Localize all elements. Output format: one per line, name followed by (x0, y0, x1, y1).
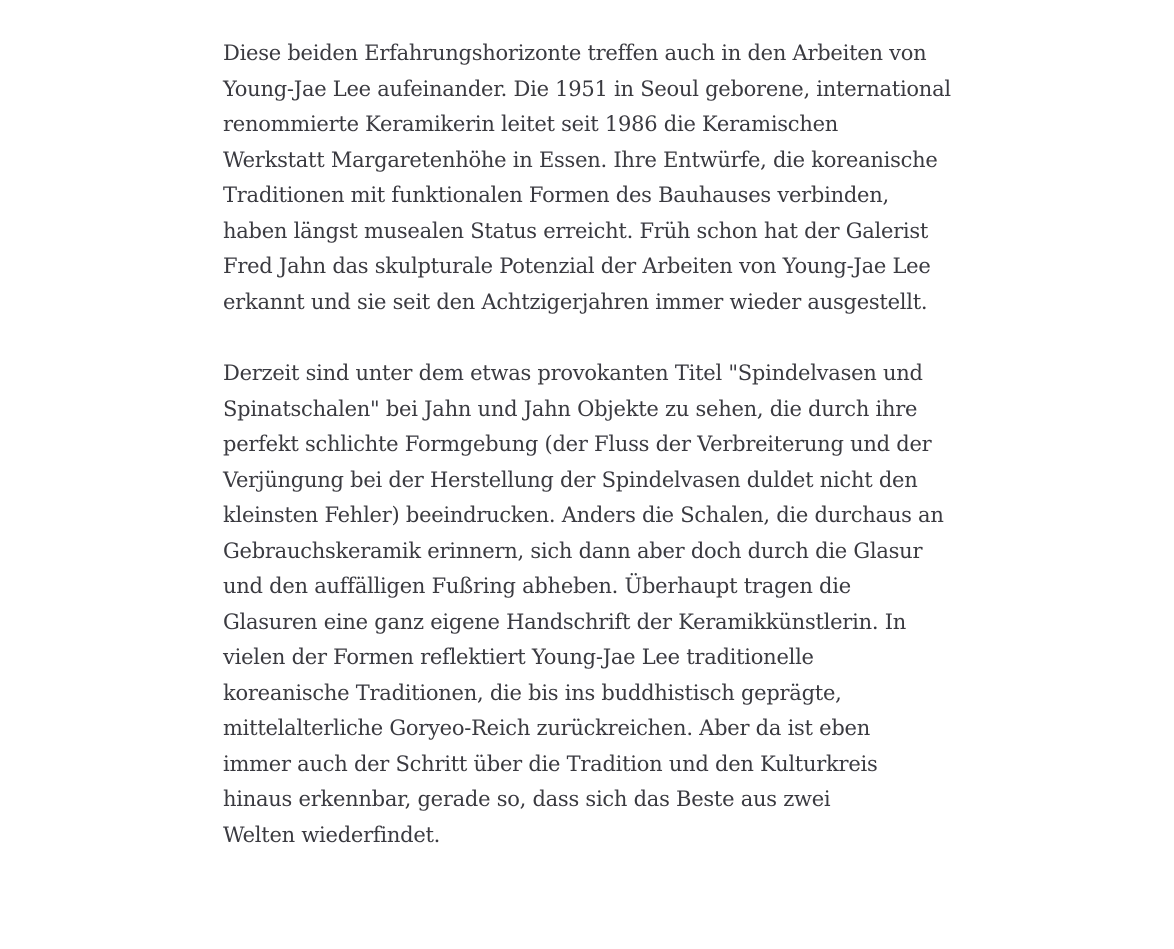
text-line: kleinsten Fehler) beeindrucken. Anders die Schalen, die durchaus an (223, 503, 944, 527)
text-line: perfekt schlichte Formgebung (der Fluss der Verbreiterung und der (223, 432, 932, 456)
text-line: Welten wiederfindet. (223, 822, 441, 847)
text-line: Verjüngung bei der Herstellung der Spindelvasen duldet nicht den (223, 467, 918, 492)
text-line: Werkstatt Margaretenhöhe in Essen. Ihre Entwürfe, die koreanische (223, 147, 938, 172)
article-paragraph-1 (223, 36, 953, 320)
text-line: und den auffälligen Fußring abheben. Überhaupt tragen die (223, 574, 851, 598)
article-paragraph-2 (223, 356, 953, 853)
text-line: haben längst musealen Status erreicht. Früh schon hat der Galerist (223, 218, 929, 243)
text-line: Spinatschalen" bei Jahn und Jahn Objekte zu sehen, die durch ihre (223, 396, 918, 421)
text-line: renommierte Keramikerin leitet seit 1986 die Keramischen (223, 112, 839, 136)
text-line: vielen der Formen reflektiert Young-Jae Lee traditionelle (223, 645, 814, 669)
text-line: Traditionen mit funktionalen Formen des Bauhauses verbinden, (223, 183, 889, 207)
text-line: Young-Jae Lee aufeinander. Die 1951 in Seoul geborene, international (223, 76, 951, 101)
text-line: koreanische Traditionen, die bis ins buddhistisch geprägte, (223, 680, 842, 705)
text-line: mittelalterliche Goryeo-Reich zurückreichen. Aber da ist eben (223, 716, 870, 740)
text-line: Gebrauchskeramik erinnern, sich dann aber doch durch die Glasur (223, 538, 923, 563)
text-line: Diese beiden Erfahrungshorizonte treffen auch in den Arbeiten von (223, 41, 927, 65)
text-line: erkannt und sie seit den Achtzigerjahren immer wieder ausgestellt. (223, 289, 928, 314)
article-body (223, 36, 953, 889)
text-line: hinaus erkennbar, gerade so, dass sich das Beste aus zwei (223, 787, 831, 811)
text-line: immer auch der Schritt über die Tradition und den Kulturkreis (223, 751, 878, 776)
text-line: Derzeit sind unter dem etwas provokanten Titel "Spindelvasen und (223, 361, 923, 385)
text-line: Glasuren eine ganz eigene Handschrift der Keramikkünstlerin. In (223, 609, 907, 634)
text-line: Fred Jahn das skulpturale Potenzial der Arbeiten von Young-Jae Lee (223, 254, 931, 278)
